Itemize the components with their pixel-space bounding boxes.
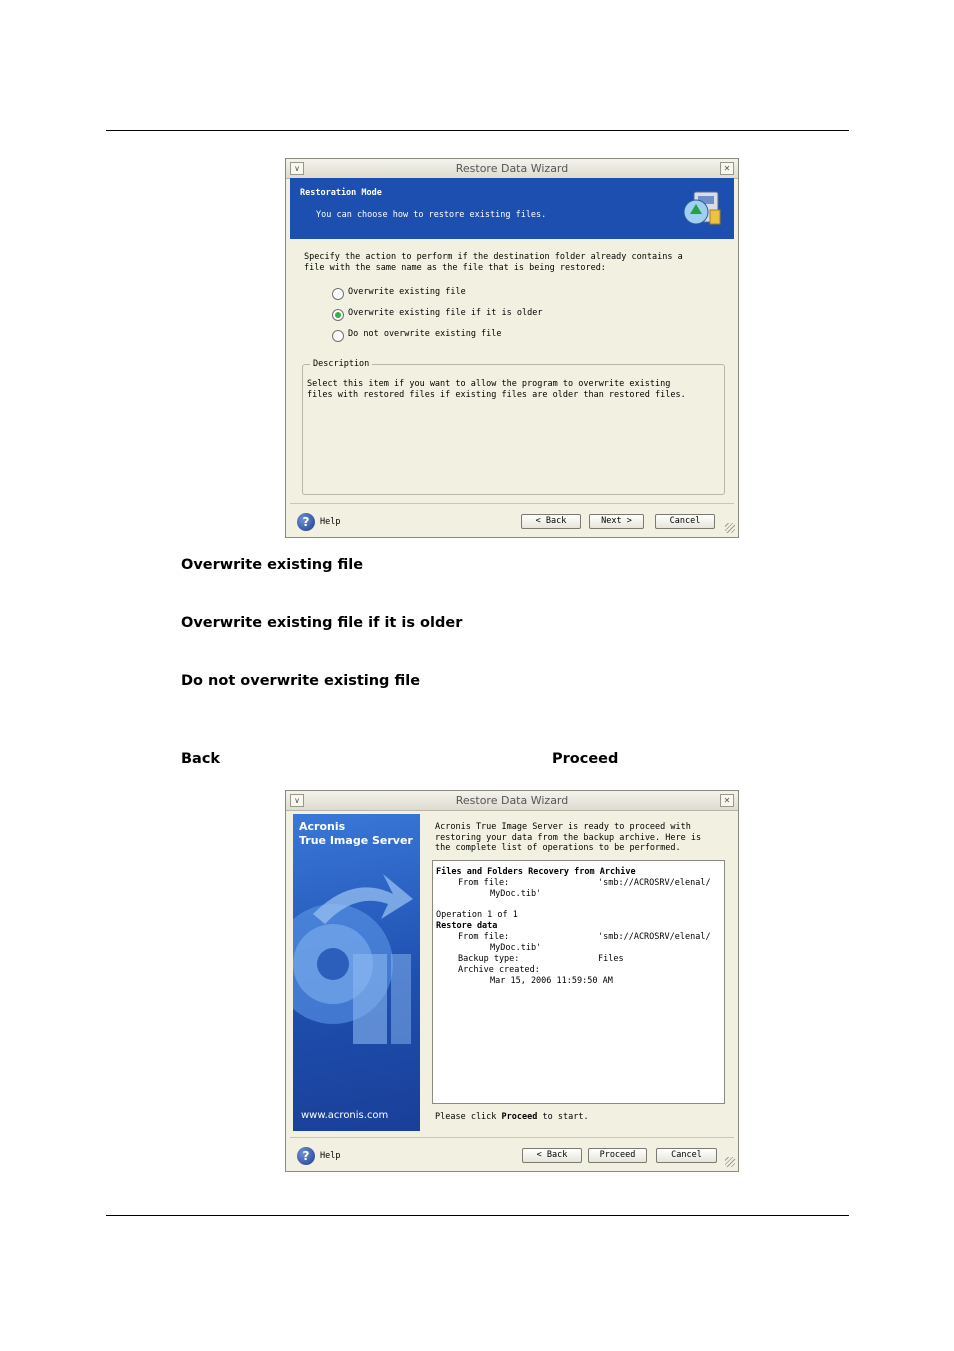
help-label[interactable]: Help bbox=[320, 1151, 341, 1161]
from-file-label: From file: bbox=[458, 878, 510, 888]
footer-suffix: to start. bbox=[542, 1112, 589, 1122]
restore-wizard-icon bbox=[680, 184, 726, 230]
banner-title: Restoration Mode bbox=[300, 188, 382, 198]
radio-overwrite-if-older[interactable] bbox=[332, 309, 344, 321]
operation-count: Operation 1 of 1 bbox=[436, 910, 518, 920]
help-icon[interactable]: ? bbox=[297, 1147, 315, 1165]
heading-back: Back bbox=[181, 751, 221, 767]
help-label[interactable]: Help bbox=[320, 517, 341, 527]
intro-line-3: the complete list of operations to be performed. bbox=[435, 843, 681, 853]
side-banner bbox=[293, 814, 420, 1131]
close-icon[interactable]: ✕ bbox=[720, 162, 734, 175]
from-file-value: 'smb://ACROSRV/elenal/ bbox=[598, 878, 711, 888]
heading-overwrite-if-older: Overwrite existing file if it is older bbox=[181, 615, 463, 631]
wizard-banner bbox=[290, 178, 734, 239]
backup-type-value: Files bbox=[598, 954, 624, 964]
cancel-button[interactable]: Cancel bbox=[656, 1148, 717, 1163]
heading-do-not-overwrite: Do not overwrite existing file bbox=[181, 673, 421, 689]
description-line-2: files with restored files if existing files are older than restored files. bbox=[307, 390, 686, 400]
menu-icon[interactable]: ∨ bbox=[290, 162, 304, 175]
intro-line-1: Acronis True Image Server is ready to proceed with bbox=[435, 822, 691, 832]
footer-instruction bbox=[435, 1112, 589, 1122]
close-icon[interactable]: ✕ bbox=[720, 794, 734, 807]
heading-proceed: Proceed bbox=[552, 751, 619, 767]
cancel-button[interactable]: Cancel bbox=[655, 514, 715, 529]
footer-separator bbox=[290, 1137, 734, 1138]
side-url: www.acronis.com bbox=[301, 1110, 389, 1121]
resize-grip-icon[interactable] bbox=[725, 523, 735, 533]
next-button[interactable]: Next > bbox=[589, 514, 644, 529]
backup-type-label: Backup type: bbox=[458, 954, 520, 964]
from-file-value-2: MyDoc.tib' bbox=[490, 889, 542, 899]
restore-mode-dialog bbox=[285, 158, 739, 538]
restore-from-value: 'smb://ACROSRV/elenal/ bbox=[598, 932, 711, 942]
section-title: Files and Folders Recovery from Archive bbox=[436, 867, 636, 877]
radio-overwrite[interactable] bbox=[332, 288, 344, 300]
intro-line-2: restoring your data from the backup archive. Here is bbox=[435, 833, 702, 843]
menu-icon[interactable]: ∨ bbox=[290, 794, 304, 807]
archive-created-label: Archive created: bbox=[458, 965, 540, 975]
description-line-1: Select this item if you want to allow the program to overwrite existing bbox=[307, 379, 671, 389]
back-button[interactable]: < Back bbox=[522, 1148, 582, 1163]
restore-title: Restore data bbox=[436, 921, 498, 931]
radio-do-not-overwrite[interactable] bbox=[332, 330, 344, 342]
resize-grip-icon[interactable] bbox=[725, 1157, 735, 1167]
description-legend: Description bbox=[310, 359, 372, 369]
window-title: Restore Data Wizard bbox=[455, 162, 569, 175]
help-icon[interactable]: ? bbox=[297, 513, 315, 531]
summary-dialog bbox=[285, 790, 739, 1172]
footer-bold: Proceed bbox=[501, 1112, 538, 1122]
back-button[interactable]: < Back bbox=[521, 514, 581, 529]
restore-from-value-2: MyDoc.tib' bbox=[490, 943, 542, 953]
proceed-button[interactable]: Proceed bbox=[588, 1148, 647, 1163]
archive-created-value: Mar 15, 2006 11:59:50 AM bbox=[490, 976, 613, 986]
title-bar bbox=[286, 159, 738, 179]
instruction-line-1: Specify the action to perform if the destination folder already contains a bbox=[304, 252, 683, 262]
footer-prefix: Please click bbox=[435, 1112, 497, 1122]
side-brand-line-1: Acronis bbox=[299, 820, 346, 833]
option-label-overwrite-if-older[interactable]: Overwrite existing file if it is older bbox=[348, 308, 543, 318]
footer-separator bbox=[290, 503, 734, 504]
acronis-disk-art-icon bbox=[293, 854, 420, 1084]
banner-subtitle: You can choose how to restore existing files. bbox=[316, 210, 547, 220]
option-label-do-not-overwrite[interactable]: Do not overwrite existing file bbox=[348, 329, 502, 339]
restore-from-label: From file: bbox=[458, 932, 510, 942]
operations-summary-box[interactable] bbox=[432, 860, 725, 1104]
instruction-line-2: file with the same name as the file that is being restored: bbox=[304, 263, 606, 273]
side-brand-line-2: True Image Server bbox=[299, 834, 413, 847]
bottom-rule bbox=[106, 1215, 849, 1216]
option-label-overwrite[interactable]: Overwrite existing file bbox=[348, 287, 466, 297]
heading-overwrite: Overwrite existing file bbox=[181, 557, 364, 573]
top-rule bbox=[106, 130, 849, 131]
window-title: Restore Data Wizard bbox=[455, 794, 569, 807]
title-bar bbox=[286, 791, 738, 811]
